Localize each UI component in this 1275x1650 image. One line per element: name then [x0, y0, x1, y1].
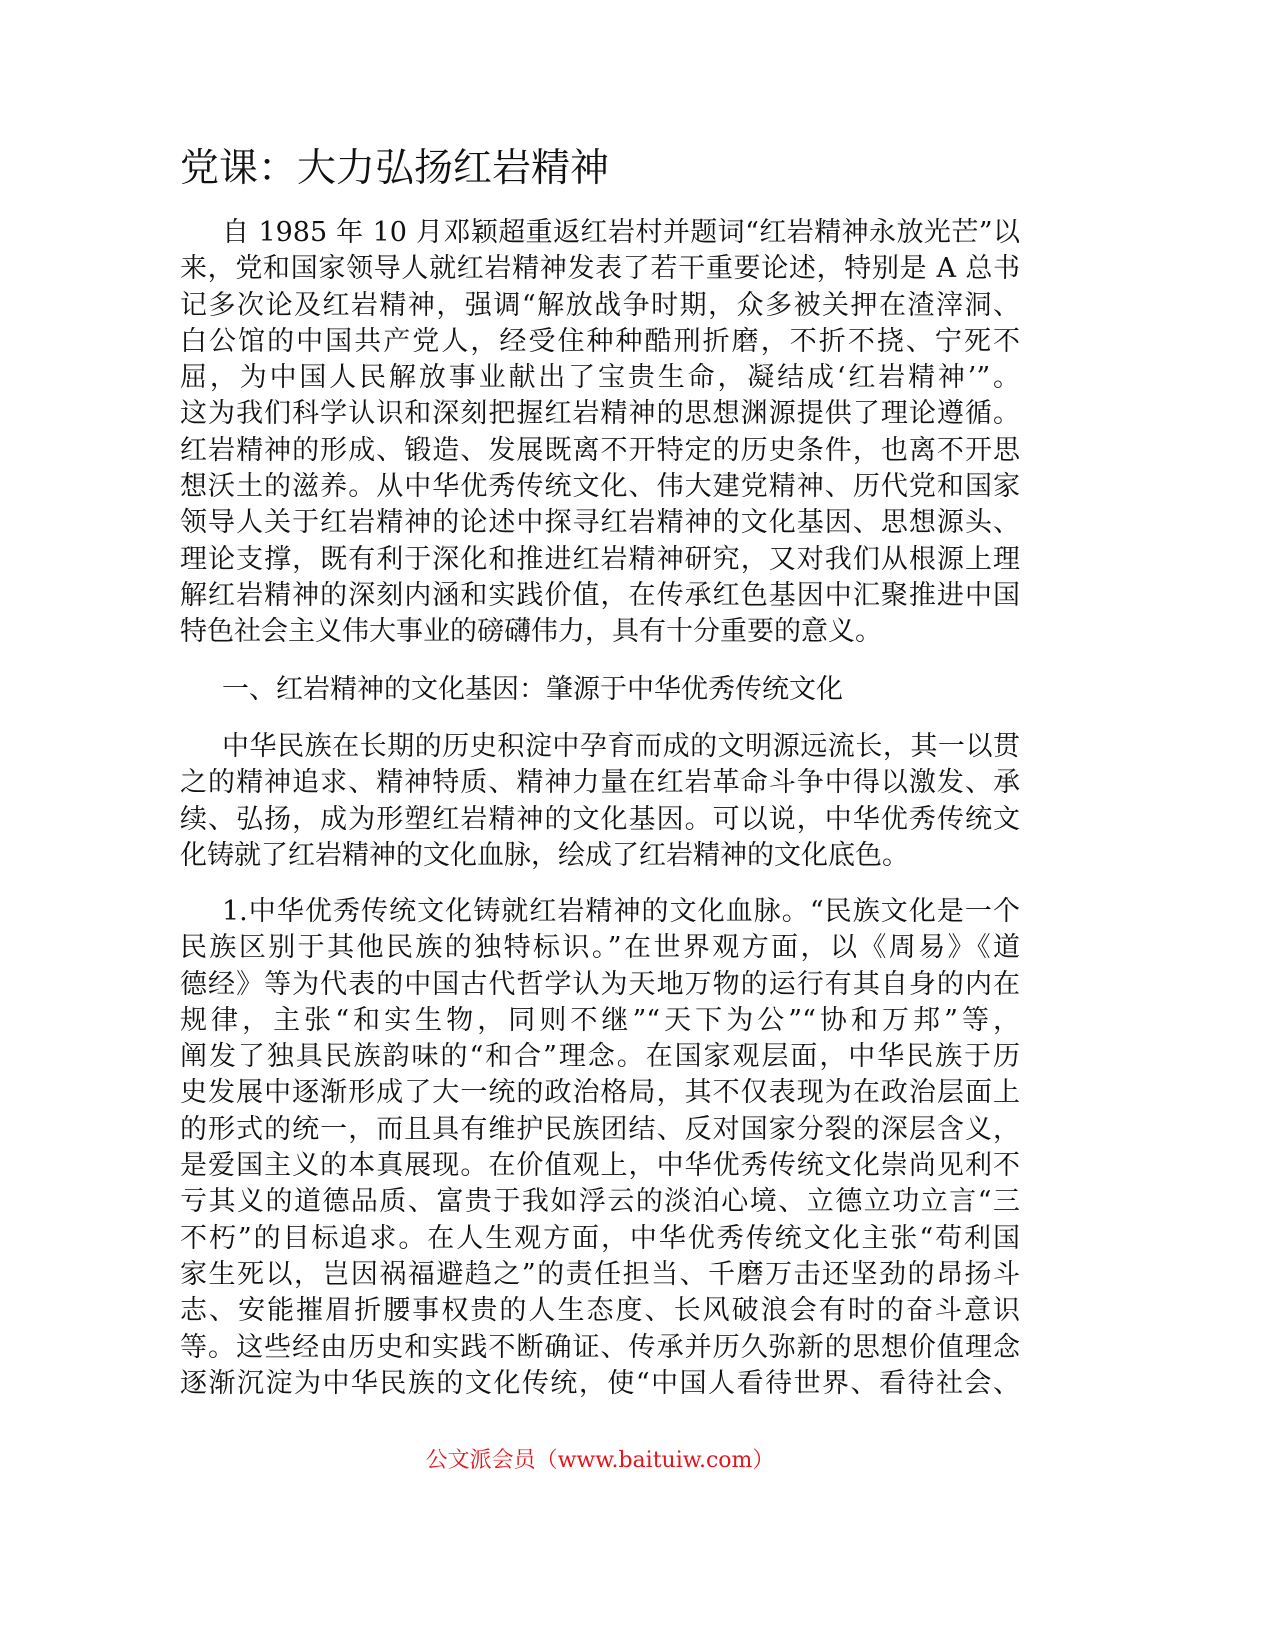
paragraph-line: 的形式的统一，而且具有维护民族团结、反对国家分裂的深层含义， — [180, 1113, 1020, 1145]
paragraph-line: 志、安能摧眉折腰事权贵的人生态度、长风破浪会有时的奋斗意识 — [180, 1295, 1020, 1327]
paragraph-line: 家生死以，岂因祸福避趋之”的责任担当、千磨万击还坚劲的昂扬斗 — [180, 1258, 1020, 1290]
paragraph-line: 续、弘扬，成为形塑红岩精神的文化基因。可以说，中华优秀传统文 — [180, 803, 1020, 835]
paragraph-line: 史发展中逐渐形成了大一统的政治格局，其不仅表现为在政治层面上 — [180, 1077, 1020, 1109]
paragraph-line: 化铸就了红岩精神的文化血脉，绘成了红岩精神的文化底色。 — [180, 839, 909, 871]
paragraph-line: 是爱国主义的本真展现。在价值观上，中华优秀传统文化崇尚见利不 — [180, 1150, 1020, 1182]
paragraph-line: 红岩精神的形成、锻造、发展既离不开特定的历史条件，也离不开思 — [180, 434, 1020, 466]
paragraph-line: 逐渐沉淀为中华民族的文化传统，使“中国人看待世界、看待社会、 — [180, 1367, 1020, 1399]
section-heading-text: 一、红岩精神的文化基因：肇源于中华优秀传统文化 — [222, 674, 843, 705]
paragraph-line: 这为我们科学认识和深刻把握红岩精神的思想渊源提供了理论遵循。 — [180, 398, 1020, 430]
paragraph-line: 中华民族在长期的历史积淀中孕育而成的文明源远流长，其一以贯 — [222, 731, 1020, 762]
page-title: 党课：大力弘扬红岩精神 — [180, 146, 610, 191]
paragraph-line: 亏其义的道德品质、富贵于我如浮云的淡泊心境、立德立功立言“三 — [180, 1186, 1020, 1218]
paragraph-line: 不朽”的目标追求。在人生观方面，中华优秀传统文化主张“苟利国 — [180, 1222, 1020, 1254]
paragraph-line: 阐发了独具民族韵味的“和合”理念。在国家观层面，中华民族于历 — [180, 1041, 1020, 1073]
paragraph-line: 1.中华优秀传统文化铸就红岩精神的文化血脉。“民族文化是一个 — [222, 896, 1020, 927]
paragraph-line: 等。这些经由历史和实践不断确证、传承并历久弥新的思想价值理念 — [180, 1331, 1020, 1363]
section-paragraph — [180, 729, 1020, 874]
paragraph-line: 白公馆的中国共产党人，经受住种种酷刑折磨，不折不挠、宁死不 — [180, 325, 1020, 357]
section-heading — [180, 672, 1020, 708]
paragraph-line: 特色社会主义伟大事业的磅礴伟力，具有十分重要的意义。 — [180, 616, 882, 648]
paragraph-line: 解红岩精神的深刻内涵和实践价值，在传承红色基因中汇聚推进中国 — [180, 579, 1020, 611]
paragraph-line: 德经》等为代表的中国古代哲学认为天地万物的运行有其自身的内在 — [180, 968, 1020, 1000]
paragraph-line: 规律，主张“和实生物，同则不继”“天下为公”“协和万邦”等， — [180, 1004, 1020, 1036]
paragraph-line: 之的精神追求、精神特质、精神力量在红岩革命斗争中得以激发、承 — [180, 767, 1020, 799]
paragraph-line: 屈，为中国人民解放事业献出了宝贵生命，凝结成‘红岩精神’”。 — [180, 362, 1020, 394]
subsection-paragraph — [180, 894, 1020, 1402]
paragraph-line: 理论支撑，既有利于深化和推进红岩精神研究，又对我们从根源上理 — [180, 543, 1020, 575]
paragraph-line: 想沃土的滋养。从中华优秀传统文化、伟大建党精神、历代党和国家 — [180, 471, 1020, 503]
intro-paragraph — [180, 215, 1020, 651]
paragraph-line: 领导人关于红岩精神的论述中探寻红岩精神的文化基因、思想源头、 — [180, 507, 1020, 539]
paragraph-line: 自 1985 年 10 月邓颖超重返红岩村并题词“红岩精神永放光芒”以 — [222, 217, 1020, 248]
paragraph-line: 民族区别于其他民族的独特标识。”在世界观方面，以《周易》《道 — [180, 932, 1020, 964]
footer-watermark: 公文派会员（www.baituiw.com） — [425, 1448, 775, 1473]
paragraph-line: 记多次论及红岩精神，强调“解放战争时期，众多被关押在渣滓洞、 — [180, 289, 1020, 321]
paragraph-line: 来，党和国家领导人就红岩精神发表了若干重要论述，特别是 A 总书 — [180, 253, 1020, 285]
